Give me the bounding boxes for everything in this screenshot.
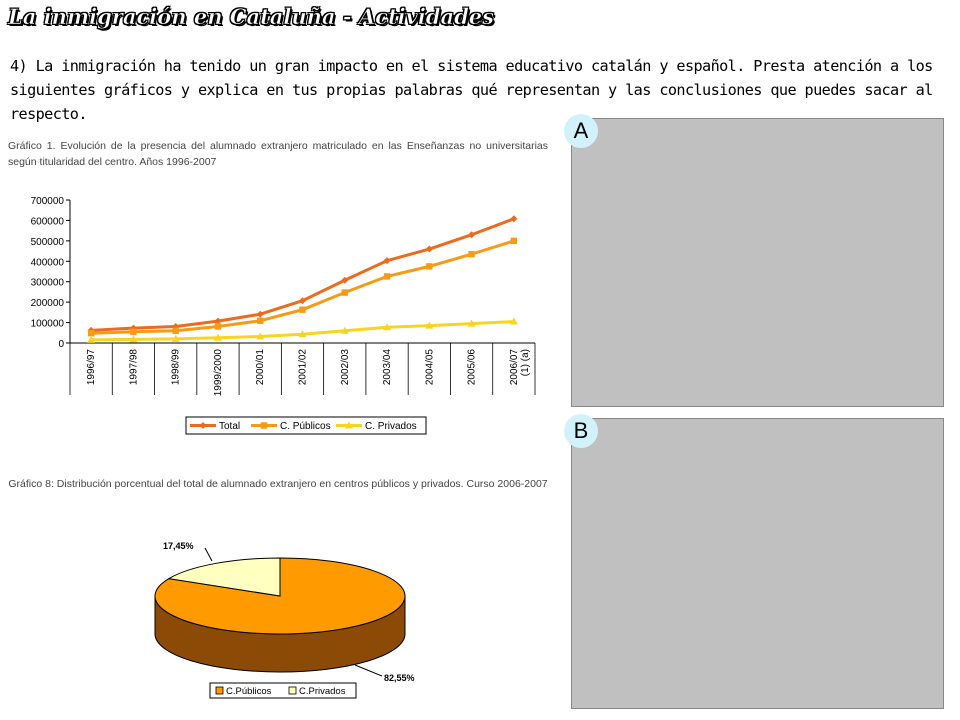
data-point — [299, 307, 305, 313]
series-c-p-blicos — [88, 238, 517, 337]
series-line — [91, 241, 514, 333]
question-text: 4) La inmigración ha tenido un gran impacto en el sistema educativo catalán y español. Presta atención a los siguientes gráficos y explica en tus propias palabras qué representan y las conclusiones que puedes sacar al respecto. — [10, 57, 933, 123]
line-chart — [0, 180, 560, 470]
x-tick-label: 1998/99 — [170, 349, 182, 386]
x-tick-label: 2003/04 — [382, 349, 394, 386]
answer-panel-a[interactable] — [571, 118, 944, 407]
x-tick-label: 1997/98 — [128, 349, 140, 386]
label-leader-privados — [205, 548, 212, 561]
data-point — [426, 246, 433, 253]
x-tick-label: 2002/03 — [339, 349, 351, 386]
page-title: La inmigración en Cataluña - Actividades — [8, 4, 494, 29]
data-point — [257, 318, 263, 324]
label-leader-publicos — [355, 665, 382, 676]
legend-swatch — [289, 687, 296, 694]
x-tick-label: 2006/07 — [508, 349, 520, 386]
x-tick-label: 2001/02 — [297, 349, 309, 386]
x-tick-label: 1996/97 — [86, 349, 98, 386]
x-tick-label-note: (1) (a) — [519, 349, 531, 377]
legend-label: C.Privados — [299, 686, 346, 697]
marker-a: A — [564, 114, 598, 148]
data-point — [261, 422, 267, 428]
data-point — [468, 251, 474, 257]
data-point — [257, 311, 264, 318]
data-point — [384, 273, 390, 279]
chart1-title: Gráfico 1. Evolución de la presencia del alumnado extranjero matriculado en las Enseñanzas no universitarias según titularidad del centro. Años 1996-2007 — [8, 140, 548, 168]
x-tick-label: 2004/05 — [424, 349, 436, 386]
data-point — [172, 328, 178, 334]
y-tick-label: 200000 — [30, 298, 64, 310]
y-tick-label: 700000 — [30, 196, 64, 207]
x-tick-label: 2005/06 — [466, 349, 478, 386]
chart2-title: Gráfico 8: Distribución porcentual del total de alumnado extranjero en centros públicos y privados. Curso 2006-2007 — [8, 478, 548, 490]
data-point — [342, 289, 348, 295]
legend — [186, 417, 426, 434]
legend-label: C.Públicos — [226, 686, 272, 697]
series-line — [91, 219, 514, 331]
y-tick-label: 600000 — [30, 216, 64, 228]
y-tick-label: 0 — [58, 339, 64, 350]
data-point — [426, 263, 432, 269]
y-tick-label: 500000 — [30, 236, 64, 248]
answer-panel-b[interactable] — [571, 418, 944, 709]
y-tick-label: 100000 — [30, 318, 64, 330]
pie-chart — [0, 515, 560, 715]
legend-label: C. Privados — [365, 421, 417, 432]
pie-label-publicos: 82,55% — [384, 673, 415, 683]
data-point — [130, 329, 136, 335]
data-point — [88, 330, 94, 336]
x-tick-label: 2000/01 — [255, 349, 267, 386]
legend-swatch — [216, 687, 223, 694]
y-tick-label: 400000 — [30, 257, 64, 269]
marker-b: B — [564, 414, 598, 448]
x-tick-label: 1999/2000 — [212, 349, 224, 397]
data-point — [511, 238, 517, 244]
series-total — [88, 215, 518, 334]
data-point — [215, 323, 221, 329]
legend-label: Total — [219, 421, 241, 432]
pie-label-privados: 17,45% — [163, 541, 194, 551]
legend-label: C. Públicos — [280, 421, 331, 432]
legend — [210, 683, 356, 698]
y-tick-label: 300000 — [30, 277, 64, 289]
